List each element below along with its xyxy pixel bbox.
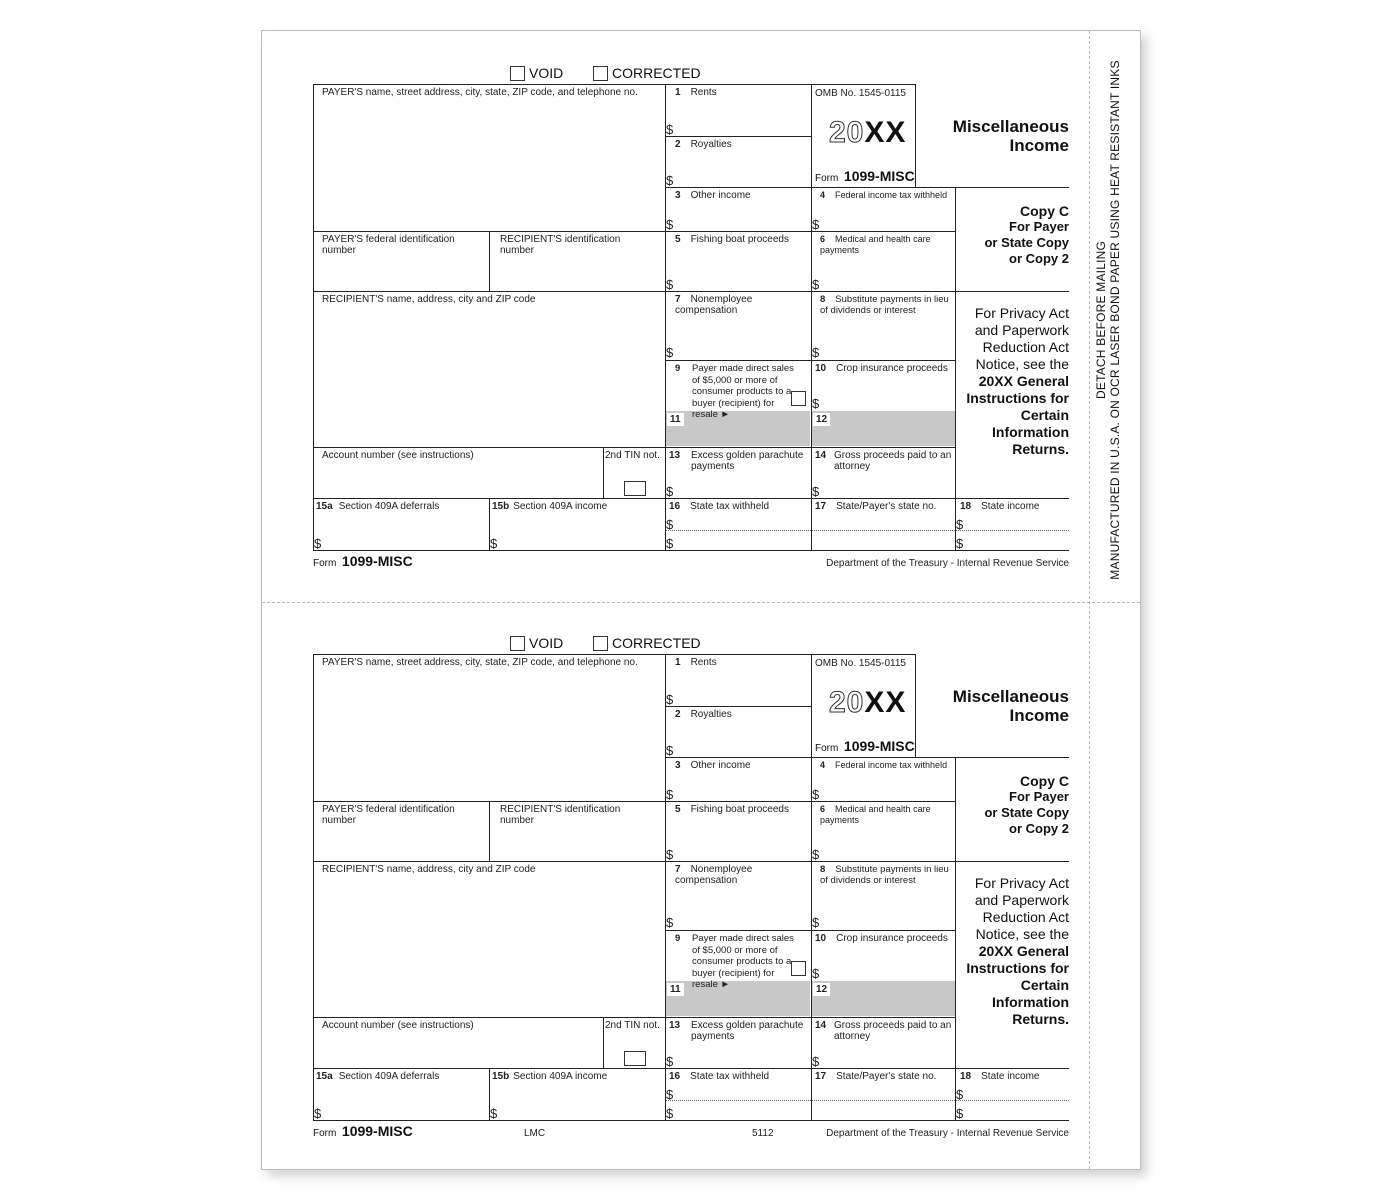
box3-other-income-field[interactable] xyxy=(677,775,809,800)
dollar-sign: $ xyxy=(666,517,674,532)
footer-department: Department of the Treasury - Internal Revenue Service xyxy=(826,558,1069,569)
box16-label: 16 State tax withheld xyxy=(669,1071,770,1082)
void-checkbox-group xyxy=(510,65,563,81)
dollar-sign: $ xyxy=(314,536,322,551)
dollar-sign: $ xyxy=(666,536,674,551)
corrected-checkbox[interactable] xyxy=(593,636,608,651)
dollar-sign: $ xyxy=(666,692,674,707)
copy-designation: Copy C For Payer or State Copy or Copy 2 xyxy=(984,203,1069,266)
corrected-checkbox-group xyxy=(593,65,701,81)
dollar-sign: $ xyxy=(666,915,674,930)
box9-label: 9 Payer made direct sales of $5,000 or more of consumer products to a buyer (recipient) for resale ► xyxy=(675,933,794,990)
payer-name-field[interactable] xyxy=(314,103,664,230)
dollar-sign: $ xyxy=(314,1106,322,1121)
dollar-sign: $ xyxy=(956,1106,964,1121)
dollar-sign: $ xyxy=(666,847,674,862)
box18-state-income-field[interactable] xyxy=(967,1085,1068,1119)
footer-form-name: Form 1099-MISC xyxy=(313,553,413,569)
box14-attorney-field[interactable] xyxy=(823,1043,953,1067)
corrected-checkbox-group xyxy=(593,635,701,651)
tax-year: 20XX xyxy=(829,686,907,719)
box10-crop-insurance-field[interactable] xyxy=(823,949,953,980)
form-title: Miscellaneous Income xyxy=(952,687,1069,725)
box10-label: 10 Crop insurance proceeds xyxy=(815,363,948,374)
box16-label: 16 State tax withheld xyxy=(669,501,770,512)
form-id-box: Form 1099-MISC xyxy=(815,738,915,754)
payer-name-label: PAYER'S name, street address, city, state, ZIP code, and telephone no. xyxy=(322,87,638,98)
box8-substitute-field[interactable] xyxy=(823,889,953,929)
account-number-label: Account number (see instructions) xyxy=(322,450,474,461)
dollar-sign: $ xyxy=(956,517,964,532)
dollar-sign: $ xyxy=(812,1054,820,1069)
void-checkbox[interactable] xyxy=(510,66,525,81)
box5-label: 5 Fishing boat proceeds xyxy=(675,234,789,245)
box7-nonemployee-field[interactable] xyxy=(677,311,809,359)
dollar-sign: $ xyxy=(666,1054,674,1069)
box4-federal-tax-field[interactable] xyxy=(823,775,953,800)
account-number-field[interactable] xyxy=(314,1035,602,1067)
account-number-label: Account number (see instructions) xyxy=(322,1020,474,1031)
box3-other-income-field[interactable] xyxy=(677,205,809,230)
footer-code-lmc: LMC xyxy=(524,1128,546,1139)
void-label: VOID xyxy=(529,635,564,651)
box13-label: 13 Excess golden parachute payments xyxy=(669,1020,804,1042)
dollar-sign: $ xyxy=(812,484,820,499)
payer-name-field[interactable] xyxy=(314,673,664,800)
second-tin-checkbox[interactable] xyxy=(624,481,646,496)
box12-label: 12 xyxy=(813,413,830,426)
payer-tin-label: PAYER'S federal identification number xyxy=(322,804,455,826)
box9-direct-sales-checkbox[interactable] xyxy=(791,391,806,406)
recipient-tin-field[interactable] xyxy=(490,258,664,290)
payer-tin-field[interactable] xyxy=(314,258,488,290)
box14-label: 14 Gross proceeds paid to an attorney xyxy=(815,1020,952,1042)
box7-label: 7 Nonemployee compensation xyxy=(675,864,753,886)
dollar-sign: $ xyxy=(666,1106,674,1121)
dollar-sign: $ xyxy=(956,1087,964,1102)
recipient-tin-field[interactable] xyxy=(490,828,664,860)
corrected-label: CORRECTED xyxy=(612,65,701,81)
box6-label: 6 Medical and health care payments xyxy=(820,234,931,255)
void-checkbox[interactable] xyxy=(510,636,525,651)
box15a-label: 15a Section 409A deferrals xyxy=(316,1071,440,1082)
box15b-label: 15b Section 409A income xyxy=(492,1071,608,1082)
detach-notice: DETACH BEFORE MAILING xyxy=(1094,241,1108,399)
box6-label: 6 Medical and health care payments xyxy=(820,804,931,825)
box15b-label: 15b Section 409A income xyxy=(492,501,608,512)
dollar-sign: $ xyxy=(666,345,674,360)
recipient-tin-label: RECIPIENT'S identification number xyxy=(500,804,621,826)
box8-label: 8 Substitute payments in lieu of dividends or interest xyxy=(820,864,949,886)
box2-royalties-field[interactable] xyxy=(677,726,809,756)
privacy-act-notice: For Privacy Act and Paperwork Reduction Act Notice, see the 20XX General Instructions for Certain Information Returns. xyxy=(966,305,1069,457)
dollar-sign: $ xyxy=(666,484,674,499)
omb-number: OMB No. 1545-0115 xyxy=(815,658,906,669)
corrected-checkbox[interactable] xyxy=(593,66,608,81)
dollar-sign: $ xyxy=(666,1087,674,1102)
box14-label: 14 Gross proceeds paid to an attorney xyxy=(815,450,952,472)
footer-form-name: Form 1099-MISC xyxy=(313,1123,413,1139)
dollar-sign: $ xyxy=(666,787,674,802)
payer-name-label: PAYER'S name, street address, city, state, ZIP code, and telephone no. xyxy=(322,657,638,668)
box9-label: 9 Payer made direct sales of $5,000 or more of consumer products to a buyer (recipient) for resale ► xyxy=(675,363,794,420)
recipient-name-field[interactable] xyxy=(314,879,664,1016)
dollar-sign: $ xyxy=(666,173,674,188)
box14-attorney-field[interactable] xyxy=(823,473,953,497)
footer-code-number: 5112 xyxy=(752,1128,774,1139)
box16-state-tax-field[interactable] xyxy=(677,515,809,549)
box11-label: 11 xyxy=(667,983,684,996)
form-id-box: Form 1099-MISC xyxy=(815,168,915,184)
box17-state-payer-field[interactable] xyxy=(813,515,954,549)
box15b-income-field[interactable] xyxy=(501,518,663,549)
dollar-sign: $ xyxy=(490,536,498,551)
box13-golden-parachute-field[interactable] xyxy=(677,473,809,497)
form-title: Miscellaneous Income xyxy=(952,117,1069,155)
box1-label: 1 Rents xyxy=(675,657,717,668)
box17-label: 17 State/Payer's state no. xyxy=(815,1071,937,1082)
box5-fishing-boat-field[interactable] xyxy=(677,249,809,290)
box18-label: 18 State income xyxy=(960,501,1040,512)
recipient-tin-label: RECIPIENT'S identification number xyxy=(500,234,621,256)
box8-substitute-field[interactable] xyxy=(823,319,953,359)
dollar-sign: $ xyxy=(666,217,674,232)
box10-label: 10 Crop insurance proceeds xyxy=(815,933,948,944)
second-tin-label: 2nd TIN not. xyxy=(605,1020,660,1031)
box15a-deferrals-field[interactable] xyxy=(325,1088,487,1119)
box12-shaded-area xyxy=(812,411,955,446)
box3-label: 3 Other income xyxy=(675,190,751,201)
dollar-sign: $ xyxy=(812,217,820,232)
corrected-label: CORRECTED xyxy=(612,635,701,651)
dollar-sign: $ xyxy=(812,787,820,802)
box12-label: 12 xyxy=(813,983,830,996)
box2-label: 2 Royalties xyxy=(675,709,732,720)
box2-label: 2 Royalties xyxy=(675,139,732,150)
recipient-name-label: RECIPIENT'S name, address, city and ZIP code xyxy=(322,294,536,305)
recipient-name-field[interactable] xyxy=(314,309,664,446)
box4-federal-tax-field[interactable] xyxy=(823,205,953,230)
box3-label: 3 Other income xyxy=(675,760,751,771)
box15a-label: 15a Section 409A deferrals xyxy=(316,501,440,512)
dollar-sign: $ xyxy=(812,277,820,292)
void-label: VOID xyxy=(529,65,564,81)
recipient-name-label: RECIPIENT'S name, address, city and ZIP code xyxy=(322,864,536,875)
box2-royalties-field[interactable] xyxy=(677,156,809,186)
box1-label: 1 Rents xyxy=(675,87,717,98)
box6-medical-field[interactable] xyxy=(823,249,953,290)
dollar-sign: $ xyxy=(812,345,820,360)
box18-label: 18 State income xyxy=(960,1071,1040,1082)
payer-tin-label: PAYER'S federal identification number xyxy=(322,234,455,256)
box5-label: 5 Fishing boat proceeds xyxy=(675,804,789,815)
box9-direct-sales-checkbox[interactable] xyxy=(791,961,806,976)
copy-designation: Copy C For Payer or State Copy or Copy 2 xyxy=(984,773,1069,836)
box5-fishing-boat-field[interactable] xyxy=(677,819,809,860)
box4-label: 4 Federal income tax withheld xyxy=(820,760,948,770)
dollar-sign: $ xyxy=(812,966,820,981)
box15b-income-field[interactable] xyxy=(501,1088,663,1119)
box7-nonemployee-field[interactable] xyxy=(677,881,809,929)
box17-state-payer-field[interactable] xyxy=(813,1085,954,1119)
second-tin-checkbox[interactable] xyxy=(624,1051,646,1066)
privacy-act-notice: For Privacy Act and Paperwork Reduction Act Notice, see the 20XX General Instructions for Certain Information Returns. xyxy=(966,875,1069,1027)
box17-label: 17 State/Payer's state no. xyxy=(815,501,937,512)
box8-label: 8 Substitute payments in lieu of dividends or interest xyxy=(820,294,949,316)
form-1099-misc-top xyxy=(262,63,1140,583)
box12-shaded-area xyxy=(812,981,955,1016)
horizontal-perforation xyxy=(262,602,1140,603)
dollar-sign: $ xyxy=(490,1106,498,1121)
dollar-sign: $ xyxy=(812,847,820,862)
box7-label: 7 Nonemployee compensation xyxy=(675,294,753,316)
dollar-sign: $ xyxy=(666,122,674,137)
box4-label: 4 Federal income tax withheld xyxy=(820,190,948,200)
tax-year: 20XX xyxy=(829,116,907,149)
omb-number: OMB No. 1545-0115 xyxy=(815,88,906,99)
box10-crop-insurance-field[interactable] xyxy=(823,379,953,410)
dollar-sign: $ xyxy=(812,915,820,930)
box13-golden-parachute-field[interactable] xyxy=(677,1043,809,1067)
manufacturing-notice: MANUFACTURED IN U.S.A. ON OCR LASER BOND PAPER USING HEAT RESISTANT INKS xyxy=(1108,60,1122,580)
account-number-field[interactable] xyxy=(314,465,602,497)
payer-tin-field[interactable] xyxy=(314,828,488,860)
box11-label: 11 xyxy=(667,413,684,426)
box16-state-tax-field[interactable] xyxy=(677,1085,809,1119)
box15a-deferrals-field[interactable] xyxy=(325,518,487,549)
dollar-sign: $ xyxy=(956,536,964,551)
box6-medical-field[interactable] xyxy=(823,819,953,860)
dollar-sign: $ xyxy=(812,396,820,411)
form-sheet xyxy=(261,30,1141,1170)
second-tin-label: 2nd TIN not. xyxy=(605,450,660,461)
void-checkbox-group xyxy=(510,635,563,651)
box1-rents-field[interactable] xyxy=(677,675,809,705)
box18-state-income-field[interactable] xyxy=(967,515,1068,549)
box13-label: 13 Excess golden parachute payments xyxy=(669,450,804,472)
box1-rents-field[interactable] xyxy=(677,105,809,135)
dollar-sign: $ xyxy=(666,277,674,292)
dollar-sign: $ xyxy=(666,743,674,758)
footer-department: Department of the Treasury - Internal Revenue Service xyxy=(826,1128,1069,1139)
form-1099-misc-bottom xyxy=(262,633,1140,1153)
